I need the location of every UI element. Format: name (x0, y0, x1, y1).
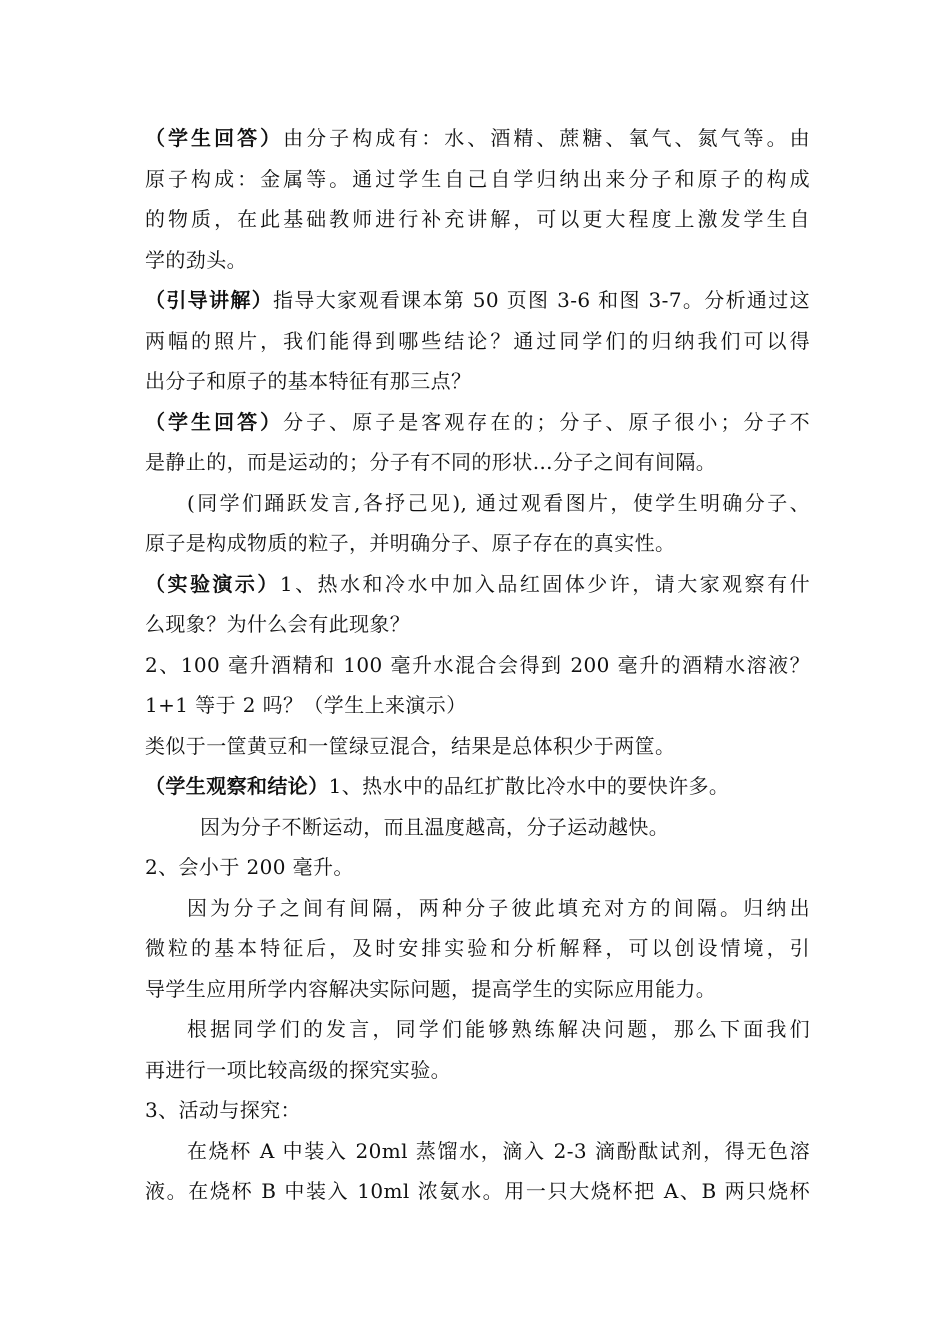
text-line (145, 1009, 810, 1050)
text-line (145, 685, 810, 726)
text-line (145, 928, 810, 969)
line-text: 液。在烧杯 B 中装入 10ml 浓氨水。用一只大烧杯把 A、B 两只烧杯 (145, 1179, 810, 1203)
line-text: 2、会小于 200 毫升。 (145, 855, 354, 879)
section-label: （学生回答） (145, 126, 284, 150)
section-label: （引导讲解） (145, 288, 274, 312)
text-line (145, 240, 810, 281)
text-line (145, 888, 810, 929)
line-text: 两幅的照片，我们能得到哪些结论？通过同学们的归纳我们可以得 (145, 328, 810, 353)
section-label: （学生回答） (145, 409, 284, 434)
text-line (145, 1090, 810, 1131)
text-line (145, 969, 810, 1010)
text-line (145, 199, 810, 240)
line-text: 出分子和原子的基本特征有那三点？ (145, 369, 472, 393)
line-text: 类似于一筐黄豆和一筐绿豆混合，结果是总体积少于两筐。 (145, 733, 676, 758)
section-label: （学生观察和结论） (145, 774, 329, 798)
text-line (145, 402, 810, 443)
line-text: 2、100 毫升酒精和 100 毫升水混合会得到 200 毫升的酒精水溶液？ (145, 652, 810, 677)
text-line (145, 726, 810, 767)
text-line (145, 442, 810, 483)
line-text: 指导大家观看课本第 50 页图 3-6 和图 3-7。分析通过这 (273, 288, 810, 312)
text-line (145, 523, 810, 564)
section-label: （实验演示） (145, 571, 280, 596)
line-text: 是静止的，而是运动的；分子有不同的形状…分子之间有间隔。 (145, 450, 717, 474)
text-line (145, 1050, 810, 1091)
text-line (145, 564, 810, 605)
line-text: 微粒的基本特征后，及时安排实验和分析解释，可以创设情境，引 (145, 936, 810, 960)
text-line (145, 118, 810, 159)
text-line (145, 847, 810, 888)
line-text: 1、热水和冷水中加入品红固体少许，请大家观察有什 (279, 571, 810, 596)
line-text: 原子是构成物质的粒子，并明确分子、原子存在的真实性。 (145, 531, 676, 555)
line-text: (同学们踊跃发言,各抒己见), 通过观看图片，使学生明确分子、 (187, 490, 810, 515)
text-line (145, 604, 810, 645)
text-line (145, 645, 810, 686)
text-line (145, 1171, 810, 1212)
document-page (145, 118, 810, 1212)
text-line (145, 321, 810, 362)
line-text: 1、热水中的品红扩散比冷水中的要快许多。 (328, 774, 730, 798)
line-text: 因为分子不断运动，而且温度越高，分子运动越快。 (200, 814, 670, 839)
text-line (145, 361, 810, 402)
line-text: 导学生应用所学内容解决实际问题，提高学生的实际应用能力。 (145, 976, 717, 1001)
line-text: 因为分子之间有间隔，两种分子彼此填充对方的间隔。归纳出 (187, 895, 810, 920)
line-text: 再进行一项比较高级的探究实验。 (145, 1057, 451, 1082)
line-text: 么现象？为什么会有此现象？ (145, 612, 411, 636)
line-text: 根据同学们的发言，同学们能够熟练解决问题，那么下面我们 (187, 1017, 810, 1041)
line-text: 在烧杯 A 中装入 20ml 蒸馏水，滴入 2-3 滴酚酞试剂，得无色溶 (187, 1138, 810, 1163)
line-text: 的物质，在此基础教师进行补充讲解，可以更大程度上激发学生自 (145, 207, 810, 231)
text-line (145, 807, 810, 848)
line-text: 原子构成：金属等。通过学生自己自学归纳出来分子和原子的构成 (145, 166, 810, 191)
line-text: 1+1 等于 2 吗？（学生上来演示） (145, 693, 467, 717)
text-line (145, 280, 810, 321)
line-text: 由分子构成有：水、酒精、蔗糖、氧气、氮气等。由 (283, 126, 811, 150)
line-text: 分子、原子是客观存在的；分子、原子很小；分子不 (283, 409, 811, 434)
text-line (145, 766, 810, 807)
text-line (145, 483, 810, 524)
text-line (145, 159, 810, 200)
line-text: 学的劲头。 (145, 247, 247, 272)
text-line (145, 1131, 810, 1172)
line-text: 3、活动与探究： (145, 1098, 301, 1122)
